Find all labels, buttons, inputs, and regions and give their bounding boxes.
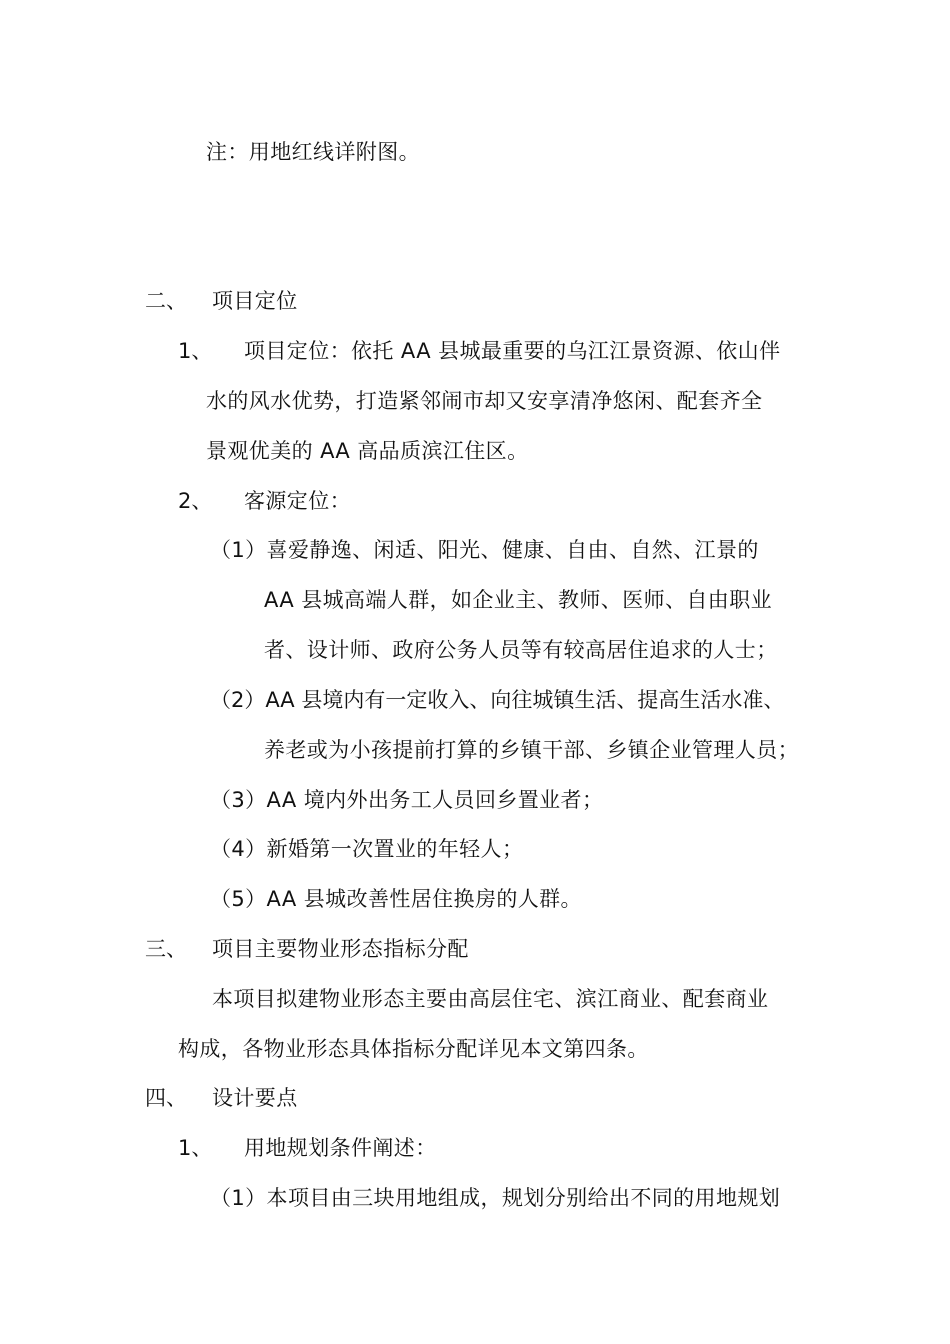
subitem-1-line-3: 者、设计师、政府公务人员等有较高居住追求的人士；	[264, 638, 778, 662]
section-3-number: 三、	[145, 937, 187, 961]
section-4-item-1-number: 1、	[178, 1136, 213, 1160]
section-2-item-2-title: 客源定位：	[244, 489, 351, 513]
subitem-2-line-2: 养老或为小孩提前打算的乡镇干部、乡镇企业管理人员；	[264, 738, 799, 762]
section-2-title: 项目定位	[212, 289, 298, 313]
subitem-1-line-2: AA 县城高端人群，如企业主、教师、医师、自由职业	[264, 588, 772, 612]
section-2-number: 二、	[145, 289, 187, 313]
section-2-item-1-line-1: 项目定位：依托 AA 县城最重要的乌江江景资源、依山伴	[244, 339, 781, 363]
section-4-title: 设计要点	[212, 1086, 298, 1110]
section-2-item-1-number: 1、	[178, 339, 213, 363]
section-4-subitem-1-line-1: （1）本项目由三块用地组成，规划分别给出不同的用地规划	[210, 1186, 781, 1210]
subitem-4-line-1: （4）新婚第一次置业的年轻人；	[210, 837, 524, 861]
section-2-item-1-line-2: 水的风水优势，打造紧邻闹市却又安享清净悠闲、配套齐全	[206, 389, 763, 413]
section-3-title: 项目主要物业形态指标分配	[212, 937, 469, 961]
subitem-1-line-1: （1）喜爱静逸、闲适、阳光、健康、自由、自然、江景的	[210, 538, 759, 562]
section-4-number: 四、	[145, 1086, 187, 1110]
section-4-item-1-title: 用地规划条件阐述：	[244, 1136, 437, 1160]
section-3-line-1: 本项目拟建物业形态主要由高层住宅、滨江商业、配套商业	[212, 987, 769, 1011]
section-2-item-2-number: 2、	[178, 489, 213, 513]
note-text: 注：用地红线详附图。	[206, 140, 420, 164]
subitem-5-line-1: （5）AA 县城改善性居住换房的人群。	[210, 887, 582, 911]
subitem-2-line-1: （2）AA 县境内有一定收入、向往城镇生活、提高生活水准、	[210, 688, 785, 712]
section-3-line-2: 构成，各物业形态具体指标分配详见本文第四条。	[178, 1037, 649, 1061]
section-2-item-1-line-3: 景观优美的 AA 高品质滨江住区。	[206, 439, 529, 463]
subitem-3-line-1: （3）AA 境内外出务工人员回乡置业者；	[210, 788, 604, 812]
